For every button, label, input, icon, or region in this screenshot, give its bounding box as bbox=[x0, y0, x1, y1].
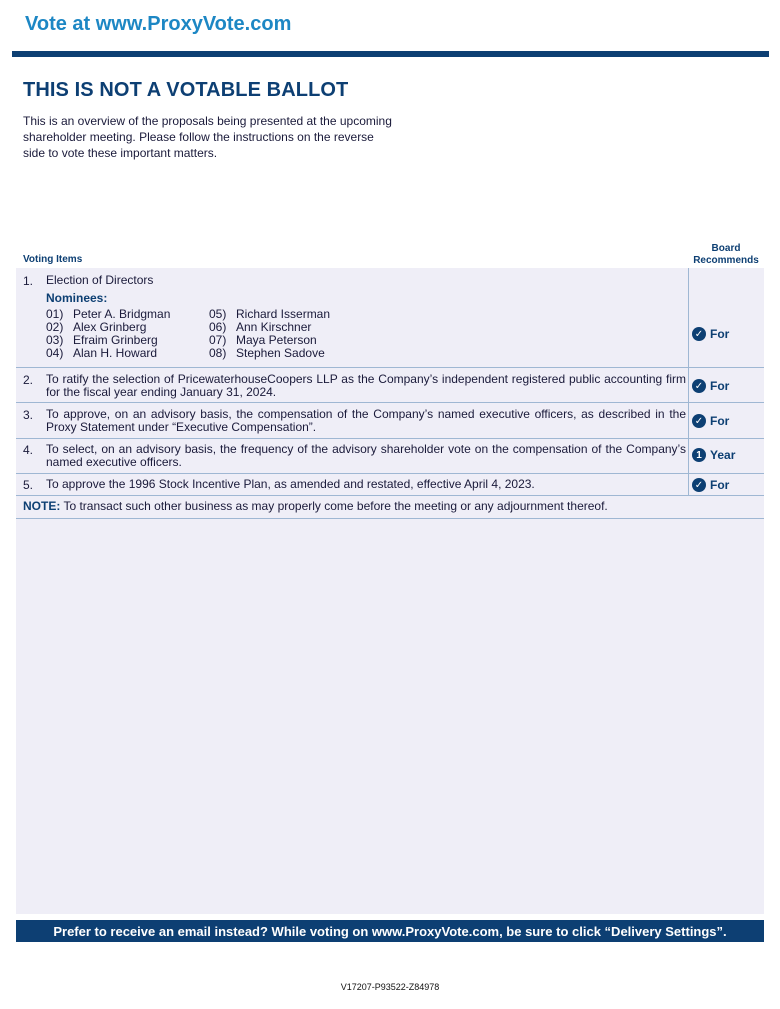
delivery-settings-banner: Prefer to receive an email instead? While voting on www.ProxyVote.com, be sure to click “Delivery Settings”. bbox=[16, 920, 764, 942]
nominee: 03) Efraim Grinberg bbox=[46, 333, 158, 347]
nominee: 05) Richard Isserman bbox=[209, 307, 331, 321]
item-1-text: Election of Directors bbox=[46, 273, 154, 287]
nominee: 07) Maya Peterson bbox=[209, 333, 317, 347]
nominee: 08) Stephen Sadove bbox=[209, 346, 325, 360]
proxyvote-link[interactable]: Vote at www.ProxyVote.com bbox=[25, 13, 292, 35]
item-4-number: 4. bbox=[23, 443, 34, 457]
row-divider bbox=[16, 402, 764, 403]
item-3-text: To approve, on an advisory basis, the compensation of the Company’s named executive officers, as described in the Proxy Statement under “Executive Compensation”. bbox=[46, 407, 686, 434]
item-5-number: 5. bbox=[23, 478, 34, 492]
item-3-recommendation: ✓ For bbox=[692, 414, 729, 428]
nominees-label: Nominees: bbox=[46, 291, 108, 305]
row-divider bbox=[16, 367, 764, 368]
row-divider bbox=[16, 495, 764, 496]
item-4-text: To select, on an advisory basis, the frequency of the advisory shareholder vote on the compensation of the Company’s named executive officers. bbox=[46, 442, 686, 469]
item-1-number: 1. bbox=[23, 274, 34, 288]
row-divider bbox=[16, 438, 764, 439]
header-rule bbox=[12, 51, 769, 57]
nominee: 01) Peter A. Bridgman bbox=[46, 307, 171, 321]
note-text: NOTE: To transact such other business as may properly come before the meeting or any adjournment thereof. bbox=[23, 499, 608, 513]
check-circle-icon: ✓ bbox=[692, 414, 706, 428]
voting-panel bbox=[16, 268, 764, 914]
check-circle-icon: ✓ bbox=[692, 379, 706, 393]
item-5-text: To approve the 1996 Stock Incentive Plan, as amended and restated, effective April 4, 2023. bbox=[46, 477, 535, 491]
row-divider bbox=[16, 473, 764, 474]
intro-text: This is an overview of the proposals being presented at the upcoming shareholder meeting. Please follow the instructions on the reverse side to vote these important matters. bbox=[23, 114, 392, 160]
item-3-number: 3. bbox=[23, 408, 34, 422]
row-divider bbox=[16, 518, 764, 519]
page-title: THIS IS NOT A VOTABLE BALLOT bbox=[23, 79, 349, 101]
check-circle-icon: ✓ bbox=[692, 478, 706, 492]
item-2-number: 2. bbox=[23, 373, 34, 387]
item-5-recommendation: ✓ For bbox=[692, 478, 729, 492]
voting-items-header: Voting Items bbox=[23, 254, 83, 265]
item-2-recommendation: ✓ For bbox=[692, 379, 729, 393]
number-one-circle-icon: 1 bbox=[692, 448, 706, 462]
item-2-text: To ratify the selection of PricewaterhouseCoopers LLP as the Company’s independent registered public accounting firm for the fiscal year ending January 31, 2024. bbox=[46, 372, 686, 399]
item-1-recommendation: ✓ For bbox=[692, 327, 729, 341]
nominee-list-right bbox=[209, 308, 330, 360]
nominee: 06) Ann Kirschner bbox=[209, 320, 312, 334]
column-divider bbox=[688, 268, 689, 495]
item-4-recommendation: 1 Year bbox=[692, 448, 735, 462]
board-recommends-header: Board Recommends bbox=[693, 243, 759, 266]
document-code: V17207-P93522-Z84978 bbox=[340, 982, 440, 992]
check-circle-icon: ✓ bbox=[692, 327, 706, 341]
nominee-list-left bbox=[46, 308, 170, 360]
nominee: 04) Alan H. Howard bbox=[46, 346, 158, 360]
nominee: 02) Alex Grinberg bbox=[46, 320, 147, 334]
